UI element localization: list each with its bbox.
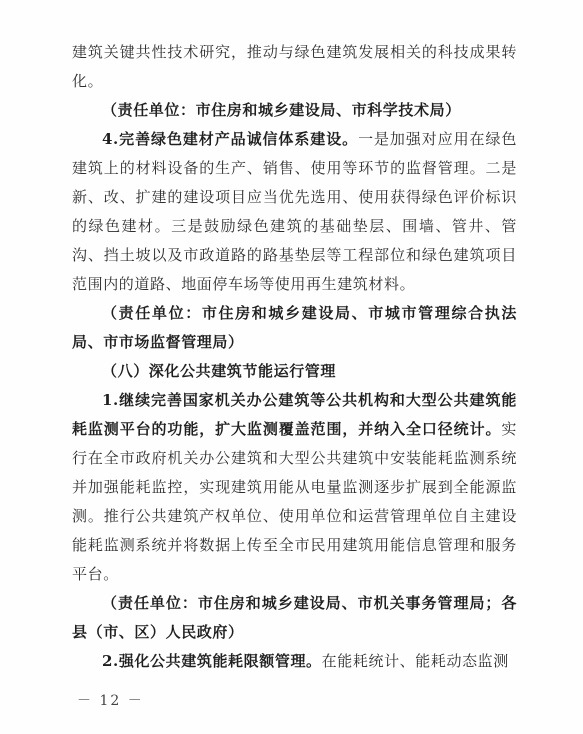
paragraph-continuation: 建筑关键共性技术研究，推动与绿色建筑发展相关的科技成果转化。 xyxy=(72,43,517,90)
item-2-heading: 2.强化公共建筑能耗限额管理。 xyxy=(102,652,322,670)
item-4-body: 一是加强对应用在绿色建筑上的材料设备的生产、销售、使用等环节的监督管理。二是新、改、扩建的建设项目应当优先选用、使用获得绿色评价标识的绿色建材。三是鼓励绿色建筑的基础垫层、围墙、管井、管沟、挡土坡以及市政道路的路基垫层等工程部位和绿色建筑项目范围内的道路、地面停车场等使用再生建筑材料。 xyxy=(72,130,517,293)
page-number: － 12 － xyxy=(77,693,144,709)
item-1-heading: 1.继续完善国家机关办公建筑等公共机构和大型公共建筑能耗监测平台的功能，扩大监测覆盖范围，并纳入全口径统计。 xyxy=(72,391,517,438)
item-4-heading: 4.完善绿色建材产品诚信体系建设。 xyxy=(102,130,359,148)
responsibility-note-1: （责任单位：市住房和城乡建设局、市科学技术局） xyxy=(102,101,461,119)
document-body xyxy=(72,38,517,676)
paragraph-item-4 xyxy=(72,125,517,299)
responsibility-note-3: （责任单位：市住房和城乡建设局、市机关事务管理局；各县（市、区）人民政府） xyxy=(72,594,517,641)
item-1-body: 实行在全市政府机关办公建筑和大型公共建筑中安装能耗监测系统并加强能耗监控，实现建筑用能从电量监测逐步扩展到全能源监测。推行公共建筑产权单位、使用单位和运营管理单位自主建设能耗监测系统并将数据上传至全市民用建筑用能信息管理和服务平台。 xyxy=(72,420,517,583)
paragraph-item-1 xyxy=(72,386,517,589)
responsibility-note-2: （责任单位：市住房和城乡建设局、市城市管理综合执法局、市市场监督管理局） xyxy=(72,304,517,351)
section-heading-8: （八）深化公共建筑节能运行管理 xyxy=(102,362,337,380)
paragraph-item-2 xyxy=(72,647,517,676)
item-2-body: 在能耗统计、能耗动态监测 xyxy=(321,652,509,670)
